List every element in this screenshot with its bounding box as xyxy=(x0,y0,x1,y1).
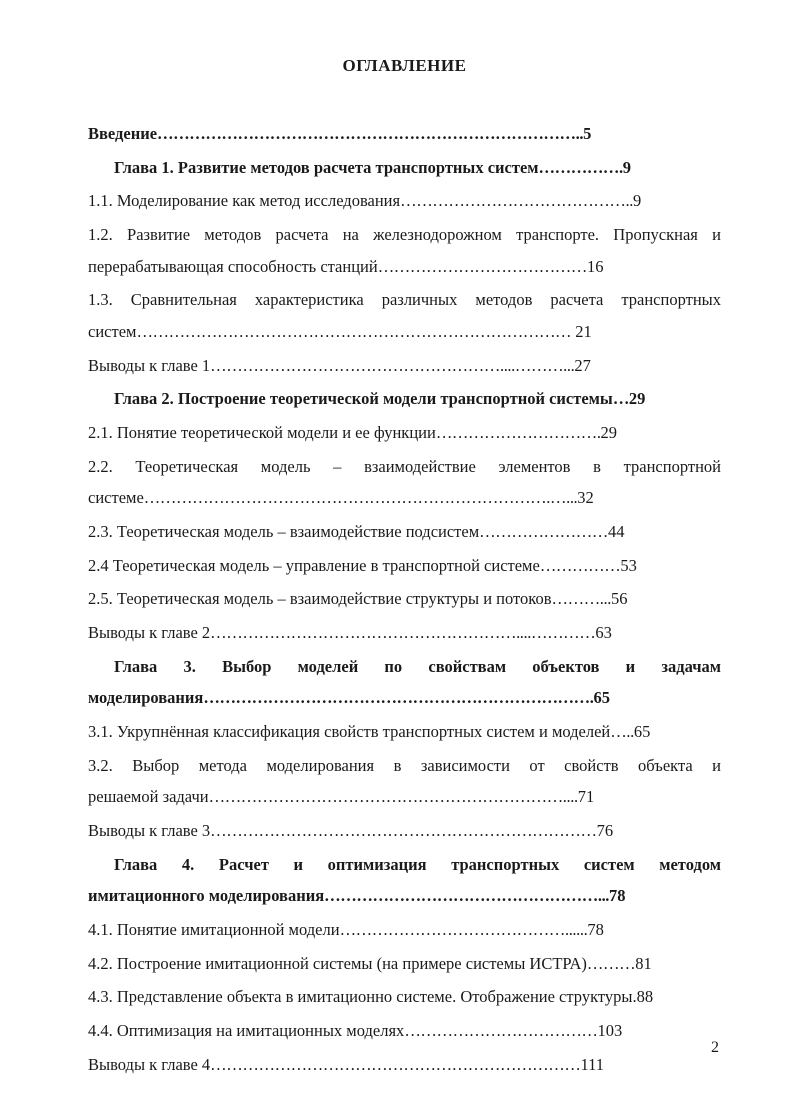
toc-entry-text: 4.3. Представление объекта в имитационно системе. Отображение структуры. xyxy=(88,987,637,1007)
toc-entry-line xyxy=(88,516,721,548)
toc-entry-text: Глава 4. Расчет и оптимизация транспортных систем методом xyxy=(114,854,721,874)
toc-entry-text: Выводы к главе 4 xyxy=(88,1054,211,1074)
toc-entry-line xyxy=(88,583,721,615)
toc-entry-text: Выводы к главе 1 xyxy=(88,355,211,375)
toc-page-number: 9 xyxy=(632,191,642,211)
toc-page-number: 111 xyxy=(580,1054,605,1074)
toc-entry-text: перерабатывающая способность станций xyxy=(88,256,378,276)
toc-leader: ……………………………………………………………………… xyxy=(136,322,572,342)
toc-entry-2-4[interactable] xyxy=(88,550,721,582)
toc-entry-line xyxy=(88,1049,721,1081)
toc-page-number: 103 xyxy=(597,1021,623,1041)
toc-entry-3-2[interactable] xyxy=(88,750,721,813)
toc-entry-vvedenie[interactable] xyxy=(88,118,721,150)
toc-entry-line xyxy=(88,550,721,582)
footer-page-number: 2 xyxy=(711,1039,719,1056)
toc-entry-text: 3.1. Укрупнённая классификация свойств транспортных систем и моделей xyxy=(88,722,611,742)
toc-entry-glava-2[interactable] xyxy=(88,383,721,415)
toc-entry-text: 1.3. Сравнительная характеристика различных методов расчета транспортных xyxy=(88,290,721,310)
toc-page-number: 27 xyxy=(574,355,591,375)
toc-entry-text: 2.1. Понятие теоретической модели и ее функции xyxy=(88,423,436,443)
toc-entry-text: 4.4. Оптимизация на имитационных моделях xyxy=(88,1021,405,1041)
toc-entry-line xyxy=(88,118,721,150)
toc-leader: ….. xyxy=(610,722,634,742)
toc-page-number: 78 xyxy=(609,886,626,906)
toc-entry-line xyxy=(88,750,721,782)
toc-entry-line xyxy=(88,316,721,348)
toc-page-number: 81 xyxy=(635,953,652,973)
toc-entry-text: 3.2. Выбор метода моделирования в зависимости от свойств объекта и xyxy=(88,755,721,775)
toc-entry-vyvody-3[interactable] xyxy=(88,815,721,847)
toc-entry-1-3[interactable] xyxy=(88,284,721,347)
toc-leader: ……………………………… xyxy=(404,1021,598,1041)
toc-leader: ……… xyxy=(586,953,636,973)
toc-entry-text: систем xyxy=(88,322,137,342)
toc-entry-glava-1[interactable] xyxy=(88,152,721,184)
toc-entry-text: Глава 1. Развитие методов расчета транспортных систем xyxy=(114,157,539,177)
toc-entry-line xyxy=(88,880,721,912)
toc-page-number: 9 xyxy=(622,157,631,177)
toc-entry-line xyxy=(88,617,721,649)
toc-entry-line xyxy=(88,350,721,382)
toc-entry-text: Выводы к главе 3 xyxy=(88,821,211,841)
toc-leader: ………………………………………………....………... xyxy=(210,355,575,375)
toc-entry-text: Выводы к главе 2 xyxy=(88,623,211,643)
toc-entry-4-3[interactable] xyxy=(88,981,721,1013)
toc-entry-line xyxy=(88,1015,721,1047)
toc-entry-2-2[interactable] xyxy=(88,451,721,514)
toc-page-number: 5 xyxy=(583,124,592,143)
toc-entry-line xyxy=(88,716,721,748)
toc-leader: …………………………………….. xyxy=(400,191,633,211)
toc-entry-text: 4.2. Построение имитационной системы (на примере системы ИСТРА) xyxy=(88,953,587,973)
toc-entry-line xyxy=(88,651,721,683)
toc-entry-line xyxy=(88,914,721,946)
toc-leader: ………………………………………………………………. xyxy=(203,688,594,708)
toc-page-number: 78 xyxy=(587,920,604,940)
toc-leader: ………... xyxy=(551,589,611,609)
toc-page-number: 32 xyxy=(577,488,594,508)
toc-entry-text: 1.2. Развитие методов расчета на железнодорожном транспорте. Пропускная и xyxy=(88,225,721,245)
toc-entry-text: Глава 2. Построение теоретической модели транспортной системы xyxy=(114,389,613,409)
toc-entry-line xyxy=(88,219,721,251)
toc-entry-vyvody-1[interactable] xyxy=(88,350,721,382)
toc-entry-text: Введение xyxy=(88,124,158,143)
toc-leader: …………………… xyxy=(479,522,608,542)
toc-entry-1-1[interactable] xyxy=(88,185,721,217)
toc-entry-text: 2.2. Теоретическая модель – взаимодействие элементов в транспортной xyxy=(88,456,721,476)
toc-entry-line xyxy=(88,682,721,714)
toc-page-number: 65 xyxy=(593,688,610,708)
toc-entry-line xyxy=(88,948,721,980)
toc-leader: ………………………………………………………………….…... xyxy=(143,488,578,508)
toc-entry-2-3[interactable] xyxy=(88,516,721,548)
toc-entry-text: 2.3. Теоретическая модель – взаимодействие подсистем xyxy=(88,522,480,542)
toc-page-number: 63 xyxy=(595,623,612,643)
toc-entry-line xyxy=(88,417,721,449)
toc-entry-text: решаемой задачи xyxy=(88,787,209,807)
toc-page-number: 29 xyxy=(600,423,618,443)
toc-page-number: 21 xyxy=(571,322,592,342)
page-title: ОГЛАВЛЕНИЕ xyxy=(342,56,467,75)
table-of-contents xyxy=(88,118,721,1080)
toc-entry-line xyxy=(88,981,721,1013)
toc-leader: ……………………………………...... xyxy=(339,920,588,940)
toc-leader: …………………………………………………………………….. xyxy=(157,124,584,143)
toc-leader: ……………………………………………... xyxy=(324,886,610,906)
toc-entry-4-2[interactable] xyxy=(88,948,721,980)
toc-entry-2-5[interactable] xyxy=(88,583,721,615)
toc-page-number: 71 xyxy=(577,787,595,807)
toc-entry-line xyxy=(88,383,721,415)
toc-entry-line xyxy=(88,781,721,813)
toc-entry-glava-3[interactable] xyxy=(88,651,721,714)
toc-entry-vyvody-2[interactable] xyxy=(88,617,721,649)
toc-entry-1-2[interactable] xyxy=(88,219,721,282)
toc-entry-glava-4[interactable] xyxy=(88,849,721,912)
toc-entry-2-1[interactable] xyxy=(88,417,721,449)
toc-leader: ……………………………………………………………… xyxy=(210,821,597,841)
toc-entry-text: моделирования xyxy=(88,688,204,708)
toc-entry-text: системе xyxy=(88,488,144,508)
toc-entry-line xyxy=(88,251,721,283)
toc-page-number: 65 xyxy=(633,722,651,742)
toc-leader: …………… xyxy=(539,555,621,575)
toc-entry-3-1[interactable] xyxy=(88,716,721,748)
toc-entry-text: 2.5. Теоретическая модель – взаимодействие структуры и потоков xyxy=(88,589,552,609)
toc-leader: ………………………………………………………….... xyxy=(208,787,578,807)
toc-entry-vyvody-4[interactable] xyxy=(88,1049,721,1081)
toc-page-number: 53 xyxy=(620,555,637,575)
toc-leader: ………………………………… xyxy=(377,256,588,276)
toc-entry-4-1[interactable] xyxy=(88,914,721,946)
toc-entry-line xyxy=(88,482,721,514)
toc-page-number: 29 xyxy=(628,389,646,409)
toc-leader: … xyxy=(612,389,629,409)
toc-entry-line xyxy=(88,284,721,316)
toc-leader: …………………………. xyxy=(435,423,601,443)
toc-entry-line xyxy=(88,451,721,483)
toc-entry-text: 2.4 Теоретическая модель – управление в транспортной системе xyxy=(88,555,540,575)
toc-page-number: 76 xyxy=(596,821,614,841)
toc-entry-line xyxy=(88,185,721,217)
toc-entry-text: 4.1. Понятие имитационной модели xyxy=(88,920,340,940)
toc-entry-line xyxy=(88,815,721,847)
toc-entry-text: имитационного моделирования xyxy=(88,886,325,906)
toc-leader: …………………………………………………………… xyxy=(210,1054,581,1074)
toc-leader: ……………. xyxy=(538,157,623,177)
toc-page-number: 56 xyxy=(610,589,628,609)
toc-page-number: 16 xyxy=(587,256,604,276)
toc-entry-line xyxy=(88,849,721,881)
toc-leader: …………………………………………………....………… xyxy=(210,623,596,643)
toc-page-number: 88 xyxy=(636,987,654,1007)
toc-entry-text: 1.1. Моделирование как метод исследования xyxy=(88,191,401,211)
toc-entry-line xyxy=(88,152,721,184)
toc-page-number: 44 xyxy=(607,522,625,542)
toc-entry-4-4[interactable] xyxy=(88,1015,721,1047)
toc-entry-text: Глава 3. Выбор моделей по свойствам объектов и задачам xyxy=(114,656,721,676)
